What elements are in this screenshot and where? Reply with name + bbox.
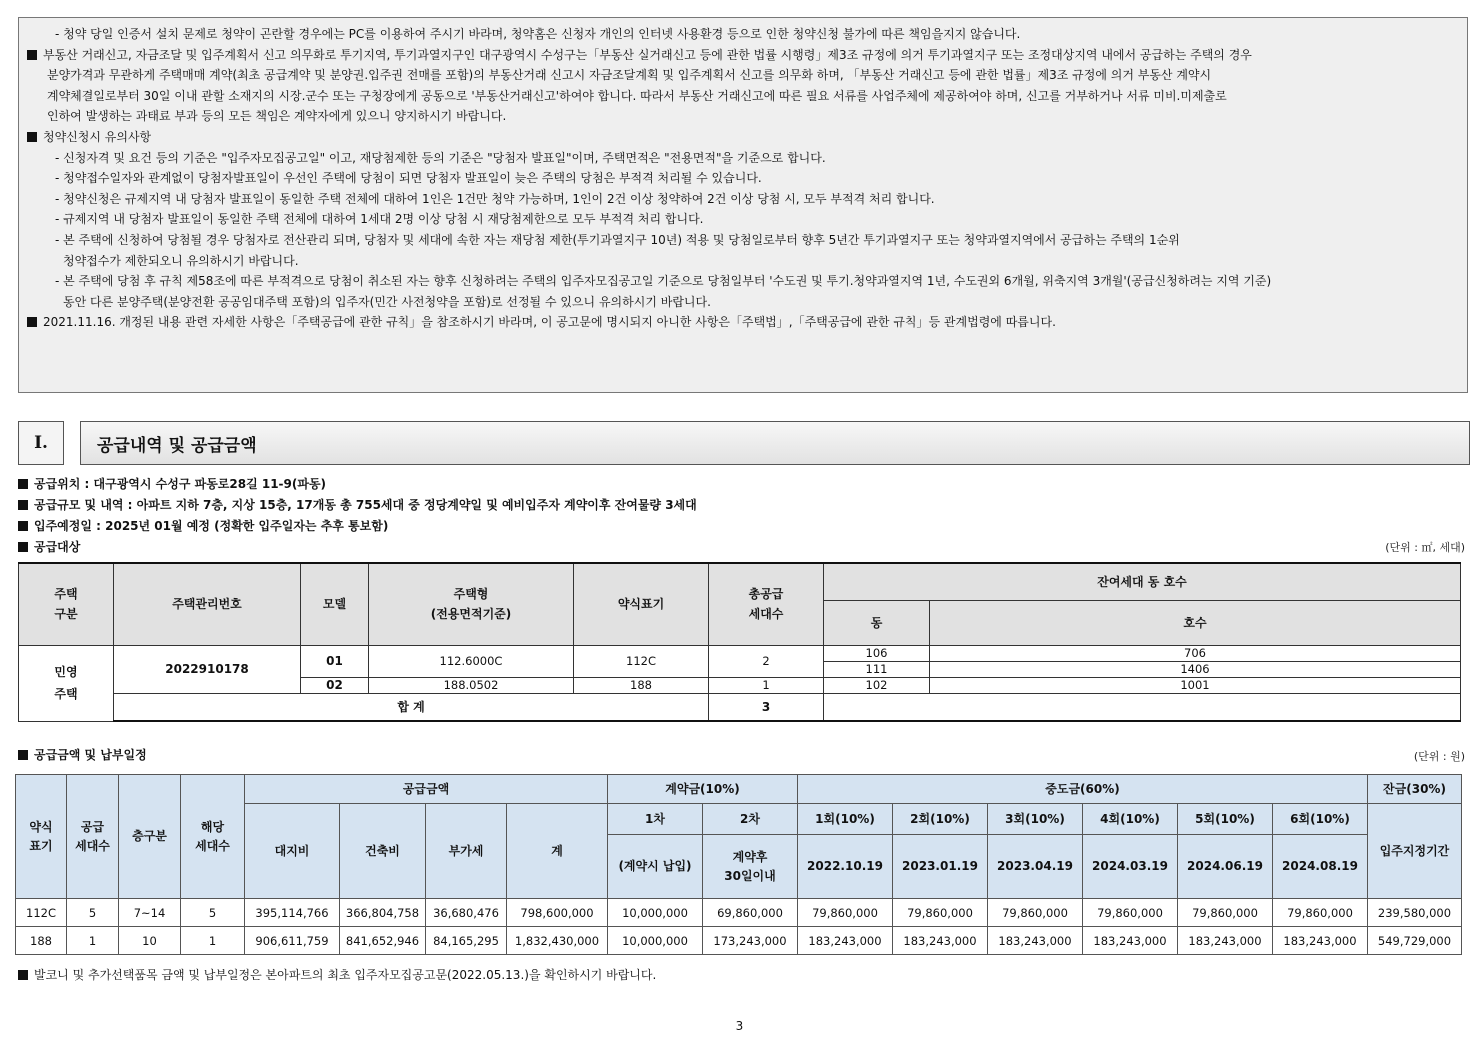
payment-unit: (단위 : 원) <box>1413 750 1465 763</box>
square-bullet-icon <box>18 500 28 510</box>
header-mgmt-no: 주택관리번호 <box>114 563 301 645</box>
h-balance: 잔금(30%) <box>1368 775 1462 804</box>
h-c1-sub: (계약시 납입) <box>608 835 703 899</box>
cell: 1,832,430,000 <box>507 927 608 955</box>
h-supply: 공급 세대수 <box>67 775 119 899</box>
cell: 5 <box>181 899 245 927</box>
cell: 69,860,000 <box>703 899 798 927</box>
info-location: 공급위치 : 대구광역시 수성구 파동로28길 11-9(파동) <box>18 475 326 492</box>
notice-line: - 본 주택에 신청하여 당첨될 경우 당첨자로 전산관리 되며, 당첨자 및 세대에 속한 자는 재당첨 제한(투기과열지구 10년) 적용 및 당첨일로부터 향후 5년간 투기과열지구 또는 청약과열지역에서 공급하는 주택의 1순위 <box>55 232 1180 247</box>
h-round: 1회(10%) <box>798 804 893 835</box>
ho-cell: 1406 <box>930 661 1461 677</box>
total-cell: 2 <box>709 645 824 677</box>
cell: 7~14 <box>119 899 181 927</box>
cell: 10 <box>119 927 181 955</box>
cell: 84,165,295 <box>426 927 507 955</box>
header-total: 총공급 세대수 <box>709 563 824 645</box>
h-count: 해당 세대수 <box>181 775 245 899</box>
square-bullet-icon <box>18 542 28 552</box>
square-bullet-icon <box>18 750 28 760</box>
square-bullet-icon <box>27 132 37 142</box>
cell: 395,114,766 <box>245 899 340 927</box>
cell: 79,860,000 <box>798 899 893 927</box>
header-ho: 호수 <box>930 600 1461 645</box>
h-land: 대지비 <box>245 804 340 899</box>
header-type: 주택 구분 <box>19 563 114 645</box>
h-sum: 계 <box>507 804 608 899</box>
square-bullet-icon <box>18 970 28 980</box>
cell: 79,860,000 <box>1083 899 1178 927</box>
model-cell: 02 <box>301 677 369 693</box>
sum-label: 합 계 <box>114 693 709 721</box>
h-abbr: 약식 표기 <box>16 775 67 899</box>
cell: 10,000,000 <box>608 927 703 955</box>
header-house-type: 주택형 (전용면적기준) <box>369 563 574 645</box>
cell: 906,611,759 <box>245 927 340 955</box>
notice-line: - 본 주택에 당첨 후 규칙 제58조에 따른 부적격으로 당첨이 취소된 자는 향후 신청하려는 주택의 입주자모집공고일 기준으로 당첨일부터 '수도권 및 투기.청약과열지역 1년, 수도권외 6개월, 위축지역 3개월'(공급신청하려는 지역 기준) <box>55 274 1272 289</box>
info-movein: 입주예정일 : 2025년 01월 예정 (정확한 입주일자는 추후 통보함) <box>18 517 388 534</box>
notice-line: - 신청자격 및 요건 등의 기준은 "입주자모집공고일" 이고, 재당첨제한 등의 기준은 "당첨자 발표일"이며, 주택면적은 "전용면적"을 기준으로 합니다. <box>55 150 826 165</box>
h-round: 2회(10%) <box>893 804 988 835</box>
payment-table <box>15 774 1462 955</box>
h-date: 2024.08.19 <box>1273 835 1368 899</box>
square-bullet-icon <box>27 50 37 60</box>
cell: 79,860,000 <box>893 899 988 927</box>
info-target: 공급대상 <box>18 538 80 555</box>
abbr-cell: 112C <box>574 645 709 677</box>
ho-cell: 1001 <box>930 677 1461 693</box>
cell: 183,243,000 <box>1178 927 1273 955</box>
h-vat: 부가세 <box>426 804 507 899</box>
page-number: 3 <box>735 1019 744 1033</box>
cell: 183,243,000 <box>893 927 988 955</box>
notice-line: - 청약 당일 인증서 설치 문제로 청약이 곤란할 경우에는 PC를 이용하여 주시기 바라며, 청약홈은 신청자 개인의 인터넷 사용환경 등으로 인한 청약신청 불가에 따른 책임을지지 않습니다. <box>55 27 1021 41</box>
h-date: 2024.06.19 <box>1178 835 1273 899</box>
h-date: 2022.10.19 <box>798 835 893 899</box>
cell: 1 <box>181 927 245 955</box>
notice-line: - 청약신청은 규제지역 내 당첨자 발표일이 동일한 주택 전체에 대하여 1인은 1건만 청약 가능하며, 1인이 2건 이상 청약하여 2건 이상 당첨 시, 모두 부적격 처리 합니다. <box>55 191 935 206</box>
sum-empty <box>824 693 1461 721</box>
info-scale: 공급규모 및 내역 : 아파트 지하 7층, 지상 15층, 17개동 총 755세대 중 정당계약일 및 예비입주자 계약이후 잔여물량 3세대 <box>18 496 697 513</box>
h-build: 건축비 <box>340 804 426 899</box>
h-floor: 층구분 <box>119 775 181 899</box>
cell: 183,243,000 <box>1083 927 1178 955</box>
h-round: 3회(10%) <box>988 804 1083 835</box>
notice-line: 인하여 발생하는 과태료 부과 등의 모든 책임은 계약자에게 있으니 양지하시기 바랍니다. <box>47 109 507 124</box>
abbr-cell: 188 <box>574 677 709 693</box>
cell: 841,652,946 <box>340 927 426 955</box>
notice-line: 청약신청시 유의사항 <box>27 127 1459 148</box>
cell: 10,000,000 <box>608 899 703 927</box>
h-date: 2023.01.19 <box>893 835 988 899</box>
notice-line: 2021.11.16. 개정된 내용 관련 자세한 사항은「주택공급에 관한 규칙」을 참조하시기 바라며, 이 공고문에 명시되지 아니한 사항은「주택법」,「주택공급에 관한 규칙」등 관계법령에 따릅니다. <box>27 312 1459 333</box>
footnote: 발코니 및 추가선택품목 금액 및 납부일정은 본아파트의 최초 입주자모집공고문(2022.05.13.)을 확인하시기 바랍니다. <box>18 966 656 983</box>
cell: 79,860,000 <box>1273 899 1368 927</box>
h-date: 2024.03.19 <box>1083 835 1178 899</box>
cell: 798,600,000 <box>507 899 608 927</box>
h-balance-sub: 입주지정기간 <box>1368 804 1462 899</box>
total-cell: 1 <box>709 677 824 693</box>
square-bullet-icon <box>18 521 28 531</box>
square-bullet-icon <box>18 479 28 489</box>
cell: 173,243,000 <box>703 927 798 955</box>
section-title: 공급내역 및 공급금액 <box>80 421 1470 465</box>
cell: 188 <box>16 927 67 955</box>
header-model: 모델 <box>301 563 369 645</box>
notice-line: 분양가격과 무관하게 주택매매 계약(최초 공급계약 및 분양권.입주권 전매를 포함)의 부동산거래 신고시 자금조달계획 및 입주계획서 신고를 의무화 하며, 「부동산 거래신고 등에 관한 법률」제3조 규정에 의거 부동산 계약시 <box>47 68 1212 83</box>
dong-cell: 106 <box>824 645 930 661</box>
house-type-cell: 112.6000C <box>369 645 574 677</box>
model-cell: 01 <box>301 645 369 677</box>
cell: 79,860,000 <box>1178 899 1273 927</box>
cell: 112C <box>16 899 67 927</box>
mgmt-no-cell: 2022910178 <box>114 645 301 693</box>
h-c2-sub: 계약후 30일이내 <box>703 835 798 899</box>
cell: 183,243,000 <box>798 927 893 955</box>
h-c1: 1차 <box>608 804 703 835</box>
dong-cell: 111 <box>824 661 930 677</box>
section-number: Ⅰ. <box>18 421 64 465</box>
h-round: 5회(10%) <box>1178 804 1273 835</box>
notice-box <box>18 17 1468 393</box>
notice-line: 청약접수가 제한되오니 유의하시기 바랍니다. <box>63 253 299 268</box>
house-type-cell: 188.0502 <box>369 677 574 693</box>
cell: 239,580,000 <box>1368 899 1462 927</box>
notice-line: 계약체결일로부터 30일 이내 관할 소재지의 시장.군수 또는 구청장에게 공동으로 '부동산거래신고'하여야 합니다. 따라서 부동산 거래신고에 따른 필요 서류를 사업주체에 제공하여야 하며, 신고를 거부하거나 서류 미비.미제출로 <box>47 88 1227 103</box>
dong-cell: 102 <box>824 677 930 693</box>
cell: 549,729,000 <box>1368 927 1462 955</box>
cell: 79,860,000 <box>988 899 1083 927</box>
h-contract: 계약금(10%) <box>608 775 798 804</box>
h-price: 공급금액 <box>245 775 608 804</box>
cell: 183,243,000 <box>1273 927 1368 955</box>
cell: 366,804,758 <box>340 899 426 927</box>
table-row <box>16 927 1462 955</box>
cell: 36,680,476 <box>426 899 507 927</box>
notice-line: - 청약접수일자와 관계없이 당첨자발표일이 우선인 주택에 당첨이 되면 당첨자 발표일이 늦은 주택의 당첨은 부적격 처리될 수 있습니다. <box>55 171 762 186</box>
header-abbr: 약식표기 <box>574 563 709 645</box>
h-round: 4회(10%) <box>1083 804 1178 835</box>
notice-line: - 규제지역 내 당첨자 발표일이 동일한 주택 전체에 대하여 1세대 2명 이상 당첨 시 재당첨제한으로 모두 부적격 처리 합니다. <box>55 212 704 227</box>
payment-title: 공급금액 및 납부일정 <box>18 746 147 763</box>
header-remain: 잔여세대 동 호수 <box>824 563 1461 600</box>
cell: 183,243,000 <box>988 927 1083 955</box>
cell: 5 <box>67 899 119 927</box>
header-dong: 동 <box>824 600 930 645</box>
sum-total: 3 <box>709 693 824 721</box>
h-c2: 2차 <box>703 804 798 835</box>
supply-table <box>18 562 1461 722</box>
cell: 1 <box>67 927 119 955</box>
notice-line: 동안 다른 분양주택(분양전환 공공임대주택 포함)의 입주자(민간 사전청약을 포함)로 선정될 수 있으니 유의하시기 바랍니다. <box>63 294 711 309</box>
notice-line: 부동산 거래신고, 자금조달 및 입주계획서 신고 의무화로 투기지역, 투기과열지구인 대구광역시 수성구는「부동산 실거래신고 등에 관한 법률 시행령」제3조 규정에 의거 투기과열지구 또는 조정대상지역 내에서 공급하는 주택의 경우 <box>27 45 1459 66</box>
table-row <box>16 899 1462 927</box>
h-middle: 중도금(60%) <box>798 775 1368 804</box>
category-cell: 민영 주택 <box>19 645 114 721</box>
ho-cell: 706 <box>930 645 1461 661</box>
h-round: 6회(10%) <box>1273 804 1368 835</box>
square-bullet-icon <box>27 317 37 327</box>
unit-label: (단위 : ㎡, 세대) <box>1385 541 1465 554</box>
h-date: 2023.04.19 <box>988 835 1083 899</box>
